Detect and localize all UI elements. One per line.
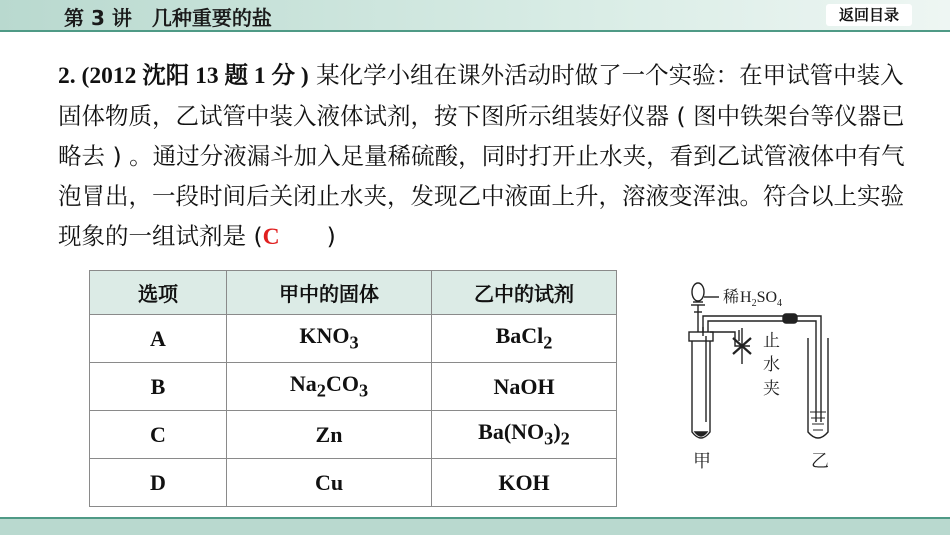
formula-part: BaCl — [495, 323, 544, 349]
footer-bar — [0, 519, 950, 535]
apparatus-diagram — [675, 272, 845, 477]
header-solid: 甲中的固体 — [227, 271, 432, 315]
reagent-cell — [432, 363, 617, 411]
answer-mark: C — [262, 224, 280, 250]
formula-subscript: 3 — [358, 380, 369, 401]
formula-subscript: 3 — [349, 332, 359, 353]
formula-subscript: 3 — [544, 428, 554, 449]
reagent-cell — [432, 459, 617, 507]
test-tube-b — [808, 338, 828, 438]
header-option: 选项 — [90, 271, 227, 315]
table-row — [90, 459, 617, 507]
delivery-tube — [703, 314, 821, 422]
reagent-cell — [432, 411, 617, 459]
acid-label: 稀$H_2SO_4$ — [723, 289, 783, 309]
solid-cell — [227, 363, 432, 411]
option-letter: A — [90, 315, 227, 363]
formula-part: KNO — [299, 323, 350, 349]
test-tube-a — [689, 332, 713, 438]
formula-part: KOH — [498, 469, 550, 495]
solid-cell — [227, 459, 432, 507]
clamp-label-1: 止 — [763, 331, 780, 351]
table-header-row — [90, 271, 617, 315]
option-letter: B — [90, 363, 227, 411]
formula-part: NaOH — [493, 373, 555, 399]
tube-b-label: 乙 — [811, 451, 829, 472]
formula-subscript: 2 — [316, 380, 326, 401]
table-row — [90, 411, 617, 459]
clamp-label-3: 夹 — [763, 379, 780, 399]
back-to-contents-button[interactable]: 返回目录 — [826, 4, 912, 26]
clamp-label-2: 水 — [763, 355, 780, 375]
formula-part: Cu — [314, 469, 344, 495]
question-body: 某化学小组在课外活动时做了一个实验：在甲试管中装入固体物质，乙试管中装入液体试剂，按下图所示组装好仪器 ( 图中铁架台等仪器已略去 ) 。通过分液漏斗加入足量稀硫酸，同时打开止水夹，看到乙试管液体中有气泡冒出，一段时间后关闭止水夹，发现乙中液面上升，溶液变浑浊。符合以上实验现象的一组试剂是 ( — [58, 61, 905, 250]
question-text — [58, 55, 926, 257]
option-letter: C — [90, 411, 227, 459]
formula-part: ) — [553, 419, 561, 445]
separatory-funnel — [691, 283, 719, 338]
page-title: 第 3 讲 几种重要的盐 — [64, 6, 272, 30]
question-source: 2. (2012 沈阳 13 题 1 分 ) — [58, 63, 309, 89]
solid-cell — [227, 411, 432, 459]
formula-subscript: 2 — [543, 332, 553, 353]
option-letter: D — [90, 459, 227, 507]
formula-subscript: 2 — [560, 428, 570, 449]
reagent-cell — [432, 315, 617, 363]
formula-part: CO — [325, 371, 359, 397]
header-reagent: 乙中的试剂 — [432, 271, 617, 315]
solid-cell — [227, 315, 432, 363]
tube-a-label: 甲 — [693, 451, 711, 472]
table-row — [90, 315, 617, 363]
table-row — [90, 363, 617, 411]
question-close: ) — [279, 222, 336, 250]
formula-part: Zn — [315, 421, 343, 447]
formula-part: Na — [289, 371, 317, 397]
options-table — [89, 270, 617, 507]
formula-part: Ba(NO — [478, 419, 545, 445]
